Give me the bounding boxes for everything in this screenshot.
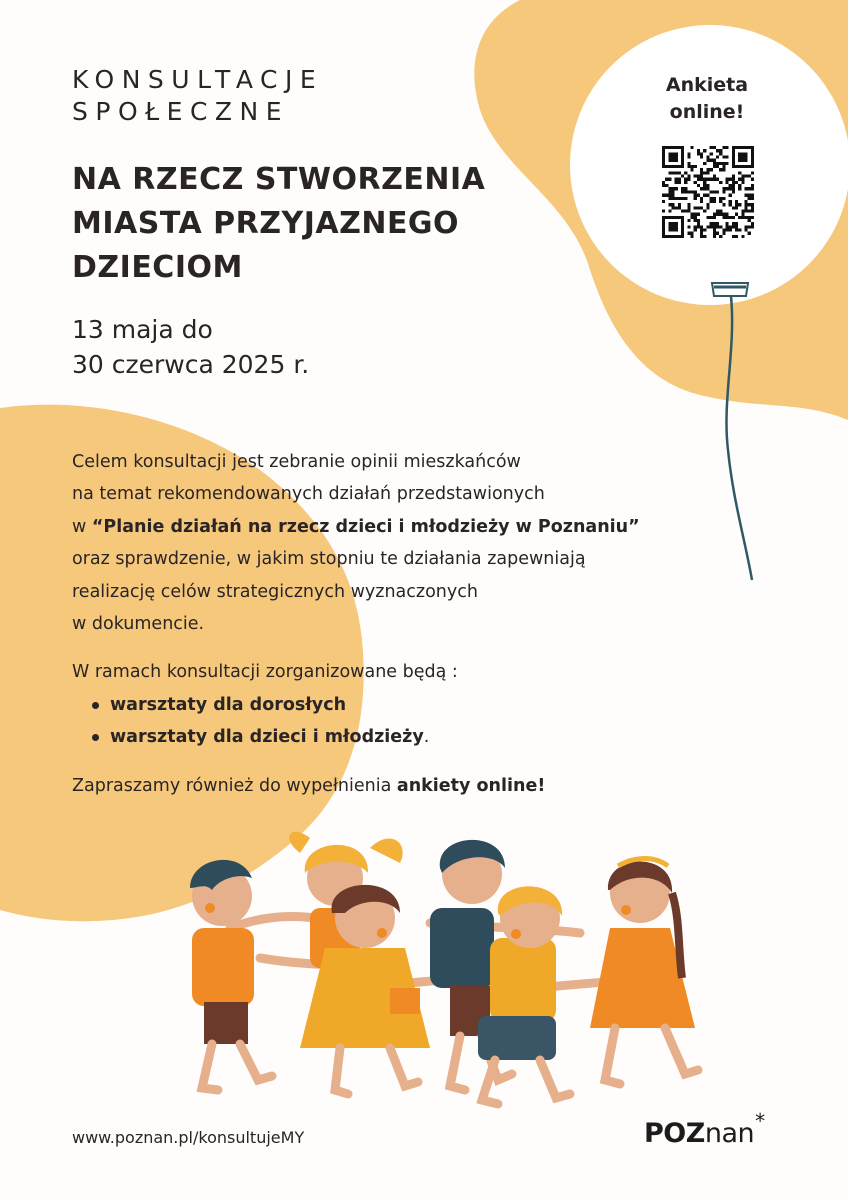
survey-callout-line-1: Ankieta (665, 74, 749, 96)
kicker-line-1: KONSULTACJE (72, 65, 324, 94)
logo-star-icon: * (755, 1109, 765, 1133)
intro-line: realizację celów strategicznych wyznaczonych (72, 581, 478, 602)
date-range (72, 312, 492, 382)
kicker (72, 64, 492, 128)
list-item (72, 689, 732, 721)
survey-callout (636, 72, 778, 126)
title-line-3: DZIECIOM (72, 250, 243, 285)
intro-paragraph (72, 446, 732, 640)
list-item (72, 721, 732, 753)
balloon-knot (712, 283, 748, 296)
survey-callout-line-2: online! (669, 101, 745, 123)
qr-code-icon[interactable] (662, 146, 754, 238)
logo-text-lower: nan (704, 1118, 755, 1149)
date-line-1: 13 maja do (72, 315, 213, 344)
child-6 (590, 859, 698, 1085)
page-title (72, 158, 552, 290)
main-text (72, 446, 732, 802)
intro-line: na temat rekomendowanych działań przedstawionych (72, 484, 545, 505)
children-illustration (160, 818, 720, 1118)
workshops-list (72, 689, 732, 754)
survey-link-text: ankiety online! (396, 775, 546, 796)
poznan-logo (644, 1109, 765, 1149)
list-item-label: warsztaty dla dzieci i młodzieży (110, 727, 424, 748)
website-link[interactable]: www.poznan.pl/konsultujeMY (72, 1128, 305, 1147)
kicker-line-2: SPOŁECZNE (72, 97, 290, 126)
bullet-icon (92, 702, 99, 709)
invitation-text: Zapraszamy również do wypełnienia (72, 775, 397, 796)
list-item-suffix: . (423, 727, 430, 748)
plan-title: “Planie działań na rzecz dzieci i młodzieży w Poznaniu” (91, 516, 640, 537)
bullet-icon (92, 734, 99, 741)
intro-line: w (72, 516, 92, 537)
title-line-1: NA RZECZ STWORZENIA (72, 162, 486, 197)
list-item-label: warsztaty dla dorosłych (110, 694, 347, 715)
date-line-2: 30 czerwca 2025 r. (72, 350, 310, 379)
invitation (72, 770, 732, 802)
intro-line: oraz sprawdzenie, w jakim stopniu te działania zapewniają (72, 549, 586, 570)
logo-text-upper: POZ (644, 1118, 705, 1149)
intro-line: w dokumencie. (72, 614, 205, 635)
workshops-intro: W ramach konsultacji zorganizowane będą : (72, 662, 458, 683)
intro-line: Celem konsultacji jest zebranie opinii mieszkańców (72, 452, 521, 472)
child-1 (190, 860, 272, 1090)
title-line-2: MIASTA PRZYJAZNEGO (72, 206, 460, 241)
